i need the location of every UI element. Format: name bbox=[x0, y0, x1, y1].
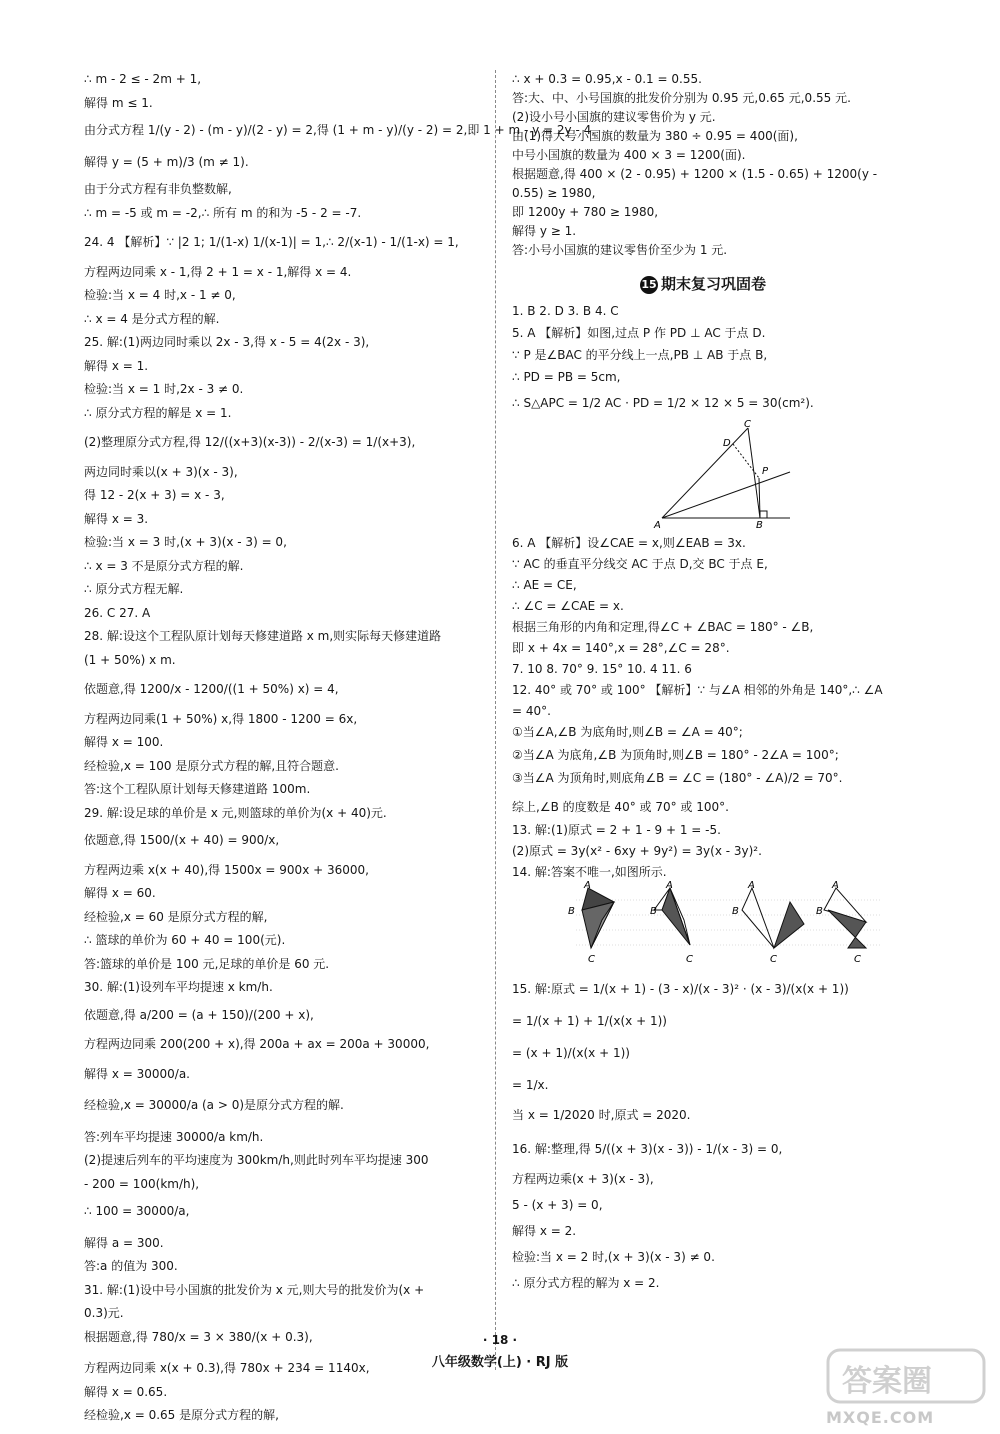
fig2-shape-4 bbox=[824, 888, 866, 948]
fig2-label-C2: C bbox=[686, 954, 693, 965]
left-lines-line: 解得 y = (5 + m)/3 (m ≠ 1). bbox=[84, 154, 249, 169]
left-lines-line: 方程两边同乘 200(200 + x),得 200a + ax = 200a + 30000, bbox=[84, 1037, 430, 1051]
right-lines3-line: 14. 解:答案不唯一,如图所示. bbox=[512, 865, 667, 879]
left-lines-line: 31. 解:(1)设中号小国旗的批发价为 x 元,则大号的批发价为(x + bbox=[84, 1282, 425, 1297]
fig2-label-C3: C bbox=[770, 954, 777, 965]
fig1-label-C: C bbox=[744, 420, 751, 430]
left-lines-line: 解得 x = 1. bbox=[84, 358, 149, 373]
left-lines-line: 方程两边同乘(1 + 50%) x,得 1800 - 1200 = 6x, bbox=[84, 711, 358, 726]
right-lines4-line: 5 - (x + 3) = 0, bbox=[512, 1198, 603, 1212]
right-lines3-line: 7. 10 8. 70° 9. 15° 10. 4 11. 6 bbox=[512, 662, 692, 676]
section-title-text: 期末复习巩固卷 bbox=[661, 275, 767, 293]
fig1-label-P: P bbox=[762, 466, 769, 477]
left-lines-line: 得 12 - 2(x + 3) = x - 3, bbox=[84, 488, 225, 502]
fig2-label-B2: B bbox=[650, 906, 657, 917]
right-lines4-line: 方程两边乘(x + 3)(x - 3), bbox=[512, 1172, 654, 1186]
right-lines3-line: ①当∠A,∠B 为底角时,则∠B = ∠A = 40°; bbox=[512, 725, 743, 739]
left-lines-line: 解得 a = 300. bbox=[84, 1235, 164, 1250]
fig2-shape-3 bbox=[742, 888, 804, 948]
fig1-label-B: B bbox=[756, 520, 763, 530]
right-lines3-line: 综上,∠B 的度数是 40° 或 70° 或 100°. bbox=[512, 800, 729, 814]
section-number-badge: 15 bbox=[640, 276, 658, 294]
right-lines2-line: ∴ S△APC = 1/2 AC · PD = 1/2 × 12 × 5 = 30(cm²). bbox=[512, 396, 814, 410]
watermark-logo-text: 答案圈 bbox=[842, 1364, 932, 1399]
fig1-right-angle-mark bbox=[760, 511, 767, 518]
right-lines-line: 根据题意,得 400 × (2 - 0.95) + 1200 × (1.5 - 0.65) + 1200(y - bbox=[512, 167, 878, 181]
geometry-figure-5 bbox=[650, 420, 800, 530]
right-lines2-line: 5. A 【解析】如图,过点 P 作 PD ⊥ AC 于点 D. bbox=[512, 326, 766, 340]
fig2-label-B3: B bbox=[732, 906, 739, 917]
right-lines-line: 0.55) ≥ 1980, bbox=[512, 186, 596, 200]
column-divider bbox=[495, 70, 496, 1370]
right-lines3-line: = 40°. bbox=[512, 704, 551, 718]
fig2-label-A2: A bbox=[666, 880, 673, 891]
left-lines-line: 方程两边同乘 x - 1,得 2 + 1 = x - 1,解得 x = 4. bbox=[84, 264, 352, 279]
left-lines-line: 经检验,x = 0.65 是原分式方程的解, bbox=[84, 1408, 279, 1422]
right-lines3-line: ②当∠A 为底角,∠B 为顶角时,则∠B = 180° - 2∠A = 100°; bbox=[512, 748, 839, 762]
right-lines-line: 由(1)得大号小国旗的数量为 380 ÷ 0.95 = 400(面), bbox=[512, 129, 798, 143]
left-lines-line: 24. 4 【解析】∵ |2 1; 1/(1-x) 1/(x-1)| = 1,∴ 2/(x-1) - 1/(1-x) = 1, bbox=[84, 235, 459, 249]
right-lines3-line: 13. 解:(1)原式 = 2 + 1 - 9 + 1 = -5. bbox=[512, 823, 721, 837]
left-lines-line: 0.3)元. bbox=[84, 1306, 124, 1320]
left-lines-line: ∴ m - 2 ≤ - 2m + 1, bbox=[84, 72, 202, 86]
left-lines-line: 依题意,得 1500/(x + 40) = 900/x, bbox=[84, 833, 280, 847]
left-lines-line: 根据题意,得 780/x = 3 × 380/(x + 0.3), bbox=[84, 1329, 313, 1344]
left-lines-line: - 200 = 100(km/h), bbox=[84, 1176, 200, 1191]
right-lines4-line: 解得 x = 2. bbox=[512, 1224, 577, 1238]
right-lines3-line: (2)原式 = 3y(x² - 6xy + 9y²) = 3y(x - 3y)². bbox=[512, 844, 762, 858]
right-lines3-line: 6. A 【解析】设∠CAE = x,则∠EAB = 3x. bbox=[512, 536, 746, 550]
fig2-grid bbox=[576, 900, 881, 945]
left-lines-line: (1 + 50%) x m. bbox=[84, 652, 176, 667]
left-lines-line: 方程两边乘 x(x + 40),得 1500x = 900x + 36000, bbox=[84, 862, 369, 877]
fig2-label-A4: A bbox=[832, 880, 839, 891]
left-lines-line: 依题意,得 1200/x - 1200/((1 + 50%) x) = 4, bbox=[84, 682, 339, 696]
fig2-label-A1: A bbox=[584, 880, 591, 891]
fig2-shape-1 bbox=[582, 888, 614, 948]
left-lines-line: 解得 m ≤ 1. bbox=[84, 95, 153, 110]
fig2-label-A3: A bbox=[748, 880, 755, 891]
left-lines-line: (2)整理原分式方程,得 12/((x+3)(x-3)) - 2/(x-3) = 1/(x+3), bbox=[84, 435, 416, 449]
right-lines-line: 答:小号小国旗的建议零售价至少为 1 元. bbox=[512, 243, 728, 257]
right-lines-line: 解得 y ≥ 1. bbox=[512, 224, 577, 238]
right-lines3-line: 即 x + 4x = 140°,x = 28°,∠C = 28°. bbox=[512, 641, 730, 655]
left-lines-line: 由分式方程 1/(y - 2) - (m - y)/(2 - y) = 2,得 (1 + m - y)/(y - 2) = 2,即 1 + m - y = 2y - 4, bbox=[84, 123, 596, 137]
right-lines-line: 中号小国旗的数量为 400 × 3 = 1200(面). bbox=[512, 148, 746, 162]
fig1-line-BC bbox=[748, 428, 760, 518]
right-lines4-line: ∴ 原分式方程的解为 x = 2. bbox=[512, 1276, 660, 1290]
left-lines-line: 26. C 27. A bbox=[84, 605, 151, 620]
right-lines4-line: = (x + 1)/(x(x + 1)) bbox=[512, 1046, 630, 1060]
right-lines4-line: 16. 解:整理,得 5/((x + 3)(x - 3)) - 1/(x - 3) = 0, bbox=[512, 1142, 783, 1156]
left-lines-line: 答:a 的值为 300. bbox=[84, 1259, 178, 1273]
right-lines3-line: ③当∠A 为顶角时,则底角∠B = ∠C = (180° - ∠A)/2 = 70°. bbox=[512, 771, 843, 785]
left-lines-line: (2)提速后列车的平均速度为 300km/h,则此时列车平均提速 300 bbox=[84, 1153, 429, 1167]
left-lines-line: ∴ x = 4 是分式方程的解. bbox=[84, 311, 220, 326]
right-lines-line: 即 1200y + 780 ≥ 1980, bbox=[512, 205, 659, 219]
right-lines2-line: 1. B 2. D 3. B 4. C bbox=[512, 304, 619, 318]
right-lines4-line: 15. 解:原式 = 1/(x + 1) - (3 - x)/(x - 3)² · (x - 3)/(x(x + 1)) bbox=[512, 982, 849, 996]
right-lines4-line: = 1/x. bbox=[512, 1078, 549, 1092]
fig1-line-PD bbox=[733, 444, 759, 478]
fig2-label-C4: C bbox=[854, 954, 861, 965]
geometry-figure-14 bbox=[566, 880, 886, 970]
left-lines-line: 检验:当 x = 3 时,(x + 3)(x - 3) = 0, bbox=[84, 535, 287, 549]
left-lines-line: 答:篮球的单价是 100 元,足球的单价是 60 元. bbox=[84, 956, 330, 971]
left-lines-line: 29. 解:设足球的单价是 x 元,则篮球的单价为(x + 40)元. bbox=[84, 805, 387, 820]
right-lines3-line: 12. 40° 或 70° 或 100° 【解析】∵ 与∠A 相邻的外角是 140°,∴ ∠A bbox=[512, 683, 883, 697]
left-lines-line: 检验:当 x = 4 时,x - 1 ≠ 0, bbox=[84, 288, 236, 302]
right-lines-line: 答:大、中、小号国旗的批发价分别为 0.95 元,0.65 元,0.55 元. bbox=[512, 91, 851, 105]
fig2-shape-2 bbox=[654, 888, 690, 945]
left-lines-line: 28. 解:设这个工程队原计划每天修建道路 x m,则实际每天修建道路 bbox=[84, 629, 442, 643]
left-lines-line: ∴ 100 = 30000/a, bbox=[84, 1204, 190, 1218]
left-lines-line: ∴ x = 3 不是原分式方程的解. bbox=[84, 558, 244, 573]
right-lines3-line: ∴ AE = CE, bbox=[512, 578, 577, 592]
left-lines-line: 方程两边同乘 x(x + 0.3),得 780x + 234 = 1140x, bbox=[84, 1361, 370, 1375]
fig2-label-B4: B bbox=[816, 906, 823, 917]
fig1-bisector bbox=[662, 472, 790, 518]
left-lines-line: 解得 x = 60. bbox=[84, 886, 156, 900]
right-lines3-line: 根据三角形的内角和定理,得∠C + ∠BAC = 180° - ∠B, bbox=[512, 620, 814, 634]
fig1-label-A: A bbox=[654, 520, 661, 530]
fig2-label-B1: B bbox=[568, 906, 575, 917]
fig1-line-AC bbox=[662, 428, 748, 518]
left-lines-line: 答:这个工程队原计划每天修建道路 100m. bbox=[84, 782, 311, 796]
page-number: · 18 · bbox=[482, 1333, 518, 1347]
right-lines-line: ∴ x + 0.3 = 0.95,x - 0.1 = 0.55. bbox=[512, 72, 702, 86]
right-lines4-line: 当 x = 1/2020 时,原式 = 2020. bbox=[512, 1108, 691, 1122]
left-lines-line: 依题意,得 a/200 = (a + 150)/(200 + x), bbox=[84, 1007, 314, 1022]
left-lines-line: 25. 解:(1)两边同时乘以 2x - 3,得 x - 5 = 4(2x - 3), bbox=[84, 335, 370, 349]
left-lines-line: ∴ m = -5 或 m = -2,∴ 所有 m 的和为 -5 - 2 = -7. bbox=[84, 205, 362, 220]
watermark-site: MXQE.COM bbox=[826, 1408, 935, 1427]
left-lines-line: 由于分式方程有非负整数解, bbox=[84, 182, 232, 196]
left-lines-line: 解得 x = 30000/a. bbox=[84, 1066, 190, 1081]
book-title: 八年级数学(上) · RJ 版 bbox=[431, 1355, 569, 1370]
left-lines-line: 30. 解:(1)设列车平均提速 x km/h. bbox=[84, 980, 273, 994]
left-lines-line: 解得 x = 0.65. bbox=[84, 1384, 168, 1399]
section-title bbox=[640, 273, 766, 294]
right-lines-line: (2)设小号小国旗的建议零售价为 y 元. bbox=[512, 110, 716, 124]
fig2-label-C1: C bbox=[588, 954, 595, 965]
left-lines-line: ∴ 原分式方程的解是 x = 1. bbox=[84, 405, 232, 420]
left-lines-line: 经检验,x = 30000/a (a > 0)是原分式方程的解. bbox=[84, 1098, 344, 1112]
left-lines-line: ∴ 篮球的单价为 60 + 40 = 100(元). bbox=[84, 933, 286, 947]
left-lines-line: 检验:当 x = 1 时,2x - 3 ≠ 0. bbox=[84, 382, 244, 396]
left-lines-line: 两边同时乘以(x + 3)(x - 3), bbox=[84, 464, 238, 479]
left-lines-line: 解得 x = 100. bbox=[84, 735, 164, 749]
right-lines4-line: = 1/(x + 1) + 1/(x(x + 1)) bbox=[512, 1014, 667, 1028]
left-lines-line: ∴ 原分式方程无解. bbox=[84, 582, 184, 596]
right-lines4-line: 检验:当 x = 2 时,(x + 3)(x - 3) ≠ 0. bbox=[512, 1250, 715, 1264]
right-lines2-line: ∴ PD = PB = 5cm, bbox=[512, 370, 621, 384]
left-lines-line: 经检验,x = 100 是原分式方程的解,且符合题意. bbox=[84, 758, 339, 773]
fig1-label-D: D bbox=[723, 438, 731, 449]
right-lines3-line: ∵ AC 的垂直平分线交 AC 于点 D,交 BC 于点 E, bbox=[512, 557, 768, 571]
left-lines-line: 答:列车平均提速 30000/a km/h. bbox=[84, 1129, 264, 1144]
left-lines-line: 经检验,x = 60 是原分式方程的解, bbox=[84, 909, 268, 924]
right-lines3-line: ∴ ∠C = ∠CAE = x. bbox=[512, 599, 624, 613]
right-lines2-line: ∵ P 是∠BAC 的平分线上一点,PB ⊥ AB 于点 B, bbox=[512, 348, 768, 362]
left-lines-line: 解得 x = 3. bbox=[84, 511, 149, 526]
